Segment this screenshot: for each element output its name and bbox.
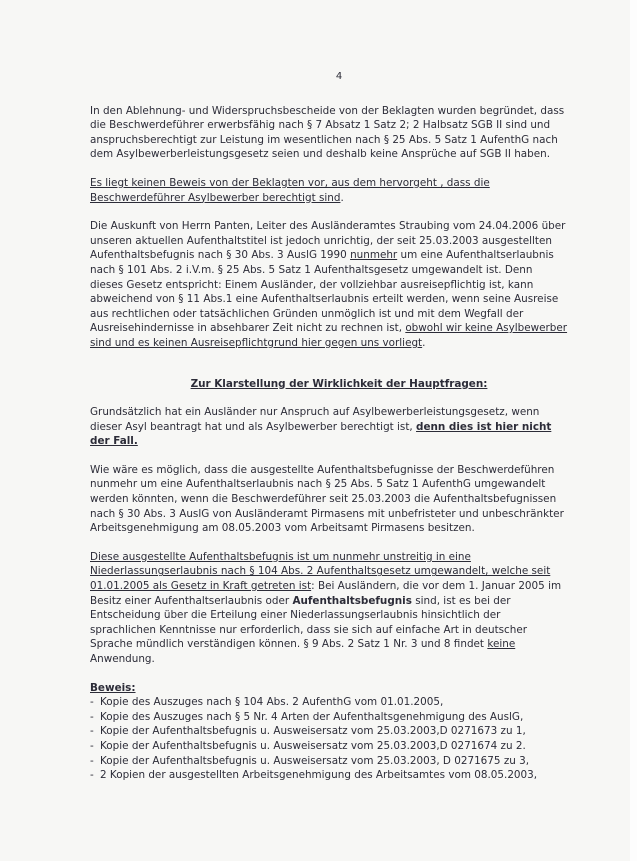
list-dash: -	[90, 769, 94, 782]
evidence-list	[90, 695, 568, 783]
paragraph-3-text-a: Die Auskunft von Herrn Panten, Leiter des Ausländeramtes Straubing vom 24.04.2006 über unseren aktuellen Aufenthaltstitel ist jedoch unrichtig, der seit 25.03.2003 ausgestellten Aufenthaltsbefugnis nach § 30 Abs. 3 AuslG 1990	[90, 220, 566, 262]
list-dash: -	[90, 725, 94, 738]
paragraph-3-text-c: um eine Aufenthaltserlaubnis nach § 101 Abs. 2 i.V.m. § 25 Abs. 5 Satz 1 Aufenthaltsgesetz umgewandelt ist. Denn dieses Gesetz entspricht: Einem Ausländer, der vollziehbar ausreisepflichtig ist, kann abweichend von § 11 Abs.1 eine Aufenthaltserlaubnis erteilt werden, wenn seine Ausreise aus rechtlichen oder tatsächlichen Gründen unmöglich ist und mit dem Wegfall der Ausreisehindernisse in absehbarer Zeit nicht zu rechnen ist,	[90, 249, 559, 335]
section-heading: Zur Klarstellung der Wirklichkeit der Hauptfragen:	[190, 377, 488, 390]
paragraph-1: In den Ablehnung- und Widerspruchsbescheide von der Beklagten wurden begründet, dass die Beschwerdeführer erwerbsfähig nach § 7 Absatz 1 Satz 2; 2 Halbsatz SGB II sind und anspruchsberechtigt zur Leistung im wesentlichen nach § 25 Abs. 5 Satz 1 AufenthG nach dem Asylbewerberleistungsgesetz seien und deshalb keine Ansprüche auf SGB II haben.	[90, 104, 565, 161]
evidence-item-text: Kopie des Auszuges nach § 104 Abs. 2 AufenthG vom 01.01.2005,	[100, 696, 444, 709]
paragraph-5: Wie wäre es möglich, dass die ausgestellte Aufenthaltsbefugnisse der Beschwerdeführen nunmehr um eine Aufenthaltserlaubnis nach § 25 Abs. 5 Satz 1 AufenthG umgewandelt werden könnten, wenn die Beschwerdeführer seit 25.03.2003 die Aufenthaltsbefugnissen nach § 30 Abs. 3 AuslG von Ausländeramt Pirmasens mit unbefristeter und unbeschränkter Arbeitsgenehmigung am 08.05.2003 vom Arbeitsamt Pirmasens besitzen.	[90, 463, 564, 535]
evidence-item	[90, 724, 568, 739]
paragraph-3-end: .	[422, 336, 426, 349]
evidence-item-text: 2 Kopien der ausgestellten Arbeitsgenehmigung des Arbeitsamtes vom 08.05.2003,	[100, 769, 538, 782]
list-dash: -	[90, 754, 94, 767]
evidence-item	[90, 768, 568, 783]
scan-edge	[630, 0, 637, 861]
paragraph-4	[90, 405, 568, 449]
paragraph-6-keine: keine	[487, 638, 516, 651]
paragraph-4-text: Grundsätzlich hat ein Ausländer nur Anspruch auf Asylbewerberleistungsgesetz, wenn dieser Asyl beantragt hat und als Asylbewerber berechtigt ist,	[90, 406, 540, 433]
list-dash: -	[90, 696, 94, 709]
paragraph-6	[90, 550, 568, 667]
paragraph-2-underlined: Es liegt keinen Beweis von der Beklagten vor, aus dem hervorgeht , dass die Beschwerdeführer Asylbewerber berechtigt sind	[90, 176, 490, 204]
paragraph-6-text-d: sind, ist es bei der Entscheidung über die Erteilung einer Niederlassungserlaubnis hinsichtlich der sprachlichen Kenntnisse nur erforderlich, dass sie sich auf einfache Art in deutscher Sprache mündlich verständigen können. § 9 Abs. 2 Satz 1 Nr. 3 und 8 findet	[90, 594, 528, 651]
paragraph-6-underlined: Diese ausgestellte Aufenthaltsbefugnis ist um nunmehr unstreitig in eine Niederlassungserlaubnis nach § 104 Abs. 2 Aufenthaltsgesetz umgewandelt, welche seit 01.01.2005 als Gesetz in Kraft getreten ist	[90, 550, 551, 593]
evidence-item-text: Kopie der Aufenthaltsbefugnis u. Ausweisersatz vom 25.03.2003,D 0271674 zu 2.	[100, 739, 526, 752]
paragraph-2	[90, 176, 568, 205]
paragraph-3	[90, 219, 568, 350]
paragraph-2-end: .	[340, 191, 344, 204]
paragraph-3-underlined: obwohl wir keine Asylbewerber sind und es keinen Ausreisepflichtgrund hier gegen uns vorliegt	[90, 322, 568, 349]
evidence-item-text: Kopie des Auszuges nach § 5 Nr. 4 Arten der Aufenthaltsgenehmigung des AuslG,	[100, 710, 524, 723]
evidence-item-text: Kopie der Aufenthaltsbefugnis u. Ausweisersatz vom 25.03.2003, D 0271675 zu 3,	[100, 754, 530, 767]
list-dash: -	[90, 739, 94, 752]
list-dash: -	[90, 710, 94, 723]
paragraph-3-nunmehr: nunmehr	[350, 249, 398, 262]
evidence-item	[90, 695, 568, 710]
document-body	[90, 70, 568, 783]
evidence-item	[90, 754, 568, 769]
paragraph-6-text-b: : Bei Ausländern, die vor dem 1. Januar 2005 im Besitz einer Aufenthaltserlaubnis oder	[90, 580, 562, 607]
evidence-item-text: Kopie der Aufenthaltsbefugnis u. Ausweisersatz vom 25.03.2003,D 0271673 zu 1,	[100, 725, 526, 738]
evidence-item	[90, 710, 568, 725]
paragraph-6-bold: Aufenthaltsbefugnis	[292, 594, 412, 607]
evidence-item	[90, 739, 568, 754]
paragraph-6-end: Anwendung.	[90, 653, 155, 665]
page-number: 4	[335, 71, 343, 82]
evidence-title: Beweis:	[90, 681, 136, 694]
paragraph-4-emphasis: denn dies ist hier nicht der Fall.	[90, 420, 552, 448]
